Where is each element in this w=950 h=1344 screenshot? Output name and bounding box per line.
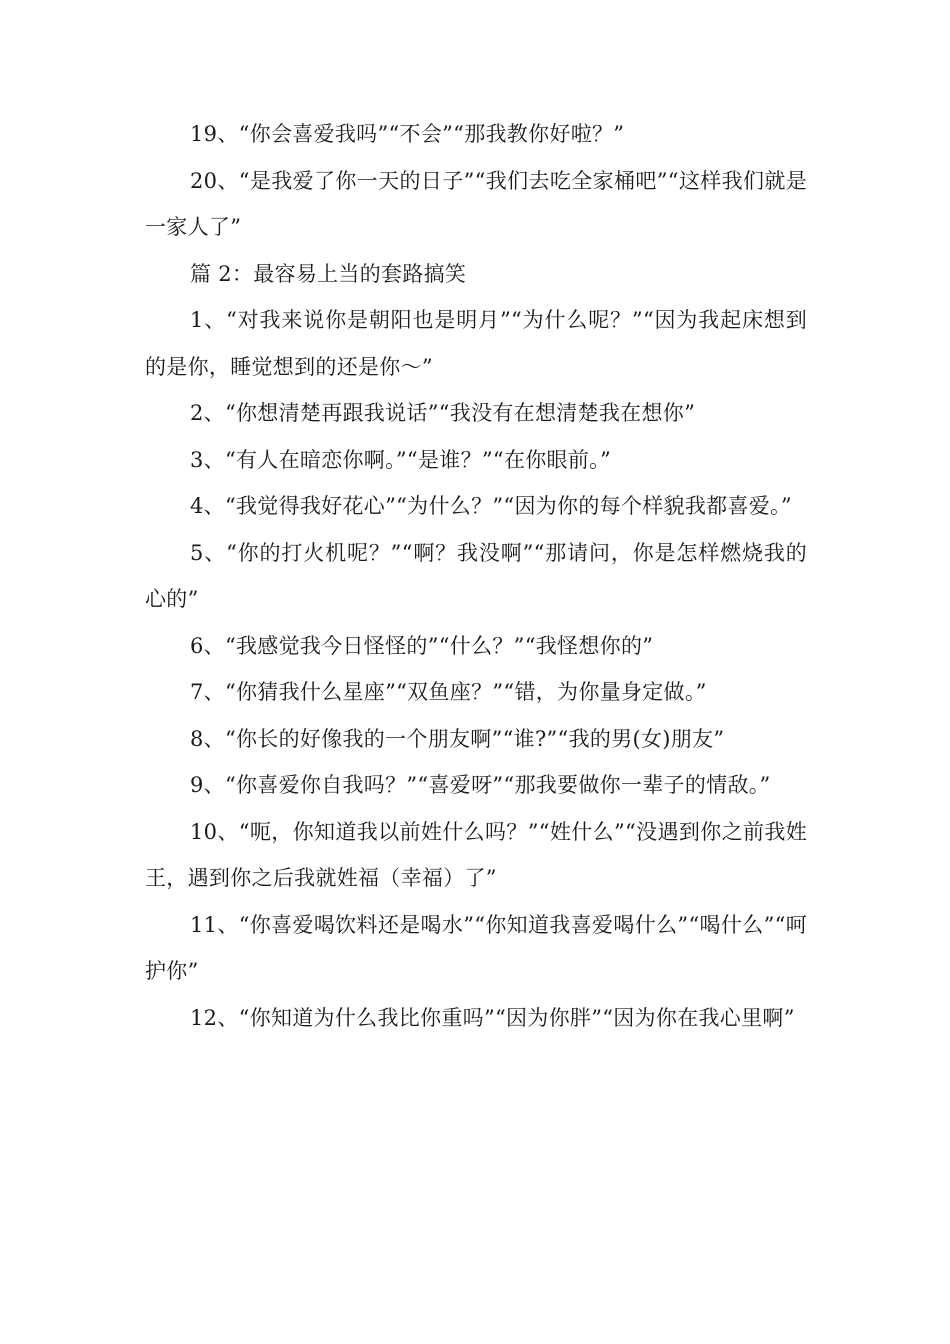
paragraph-4: 4、“我觉得我好花心”“为什么？”“因为你的每个样貌我都喜爱。” (190, 494, 792, 518)
paragraph-11: 11、“你喜爱喝饮料还是喝水”“你知道我喜爱喝什么”“喝什么”“呵护你” (145, 912, 807, 983)
paragraph-7: 7、“你猜我什么星座”“双鱼座？”“错，为你量身定做。” (190, 680, 707, 704)
paragraph-9: 9、“你喜爱你自我吗？”“喜爱呀”“那我要做你一辈子的情敌。” (190, 773, 771, 797)
section-heading: 篇 2：最容易上当的套路搞笑 (190, 261, 467, 286)
paragraph-19: 19、“你会喜爱我吗”“不会”“那我教你好啦？” (190, 122, 625, 146)
paragraph-2: 2、“你想清楚再跟我说话”“我没有在想清楚我在想你” (190, 401, 696, 425)
paragraph-8: 8、“你长的好像我的一个朋友啊”“谁?”“我的男(女)朋友” (190, 726, 725, 751)
document-body (145, 111, 807, 1041)
paragraph-1: 1、“对我来说你是朝阳也是明月”“为什么呢？”“因为我起床想到的是你，睡觉想到的还是你～” (145, 308, 807, 379)
paragraph-12: 12、“你知道为什么我比你重吗”“因为你胖”“因为你在我心里啊” (190, 1005, 795, 1030)
paragraph-10: 10、“呃，你知道我以前姓什么吗？”“姓什么”“没遇到你之前我姓王，遇到你之后我就姓福（幸福）了” (145, 819, 807, 890)
paragraph-20: 20、“是我爱了你一天的日子”“我们去吃全家桶吧”“这样我们就是一家人了” (145, 168, 807, 239)
paragraph-5: 5、“你的打火机呢？”“啊？我没啊”“那请问，你是怎样燃烧我的心的” (145, 540, 807, 611)
paragraph-3: 3、“有人在暗恋你啊。”“是谁？”“在你眼前。” (190, 447, 611, 472)
paragraph-6: 6、“我感觉我今日怪怪的”“什么？”“我怪想你的” (190, 633, 654, 658)
